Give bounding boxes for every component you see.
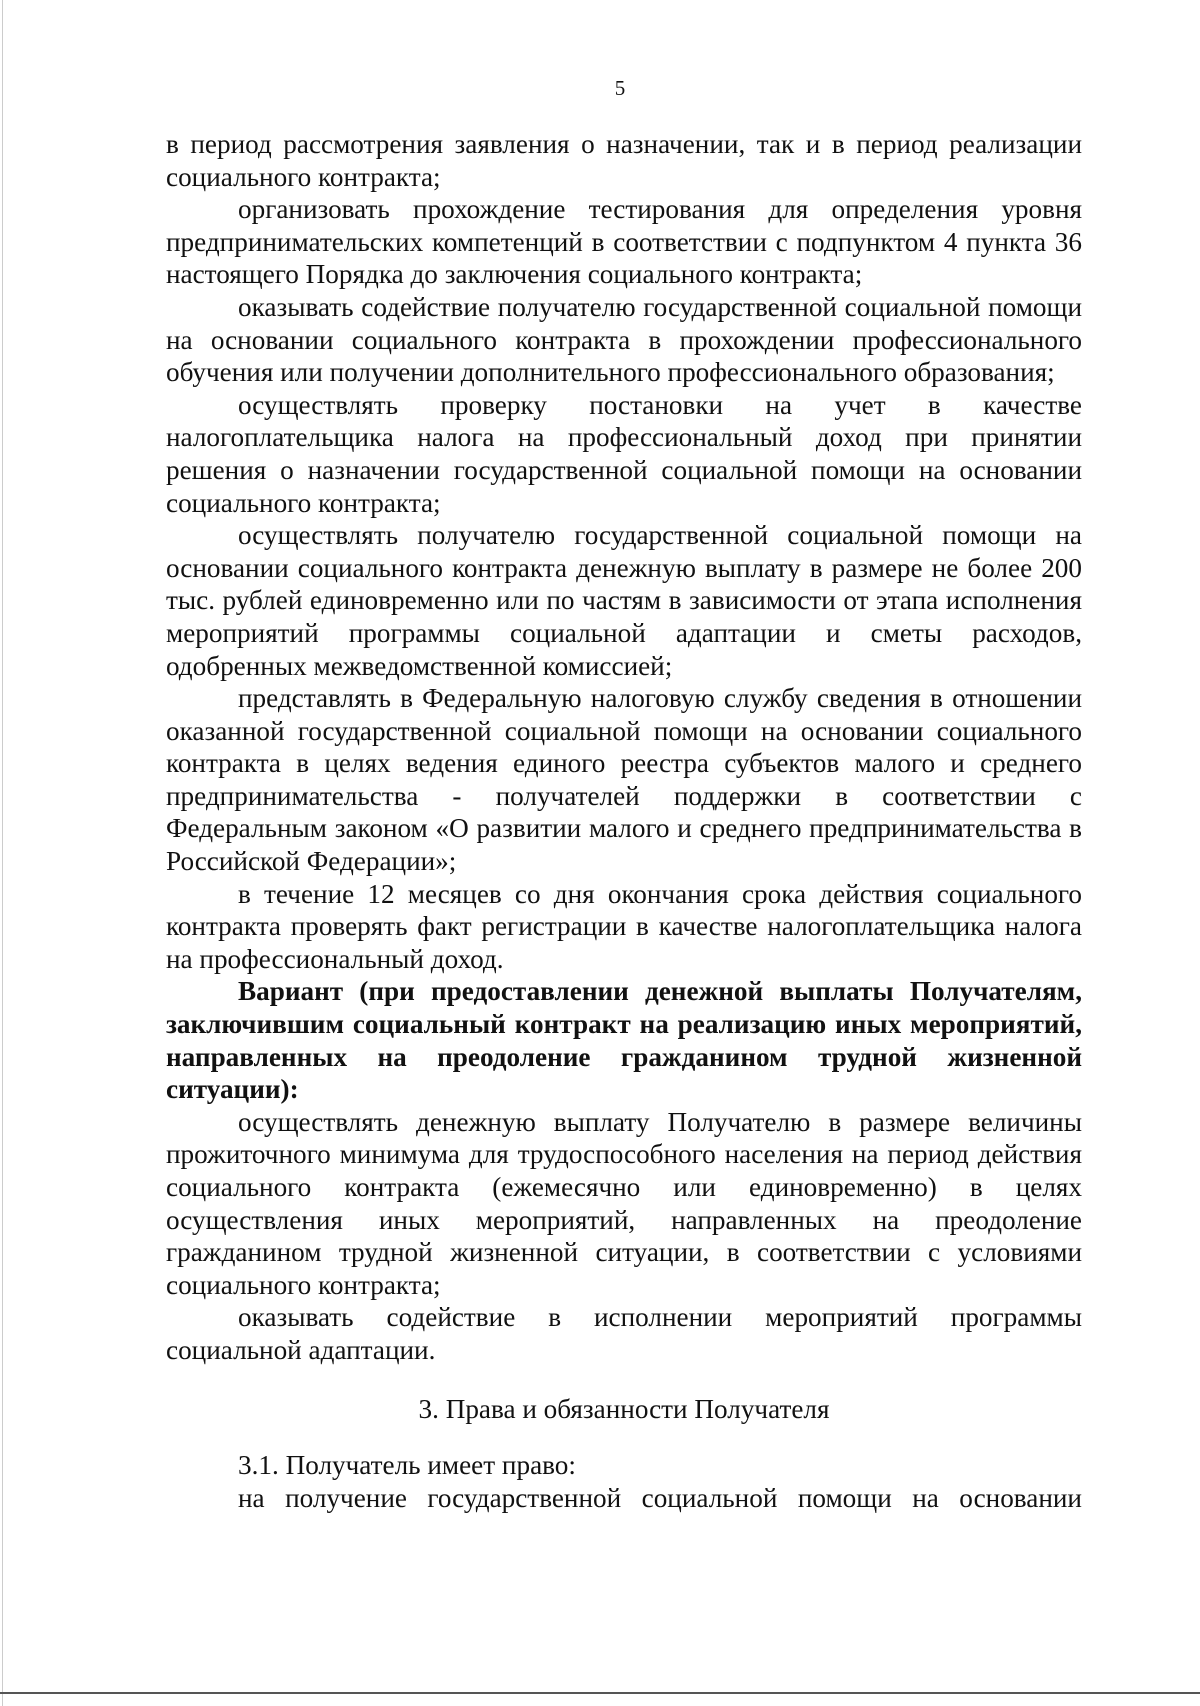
paragraph-continuation: в период рассмотрения заявления о назначении, так и в период реализации социального контракта; <box>166 129 1082 192</box>
paragraph-tax-check: осуществлять проверку постановки на учет в качестве налогоплательщика налога на профессиональный доход при принятии решения о назначении государственной социальной помощи на основании социального контракта; <box>166 389 1082 518</box>
document-body <box>166 128 1082 1514</box>
section-heading: 3. Права и обязанности Получателя <box>418 1393 830 1424</box>
paragraph-training: оказывать содействие получателю государственной социальной помощи на основании социального контракта в прохождении профессионального обучения или получении дополнительного профессионального образования; <box>166 291 1082 388</box>
subsection-title: 3.1. Получатель имеет право: <box>238 1450 576 1481</box>
paragraph-12-months: в течение 12 месяцев со дня окончания срока действия социального контракта проверять факт регистрации в качестве налогоплательщика налога на профессиональный доход. <box>166 878 1082 974</box>
paragraph-variant-payment: осуществлять денежную выплату Получателю в размере величины прожиточного минимума для трудоспособного населения на период действия социального контракта (ежемесячно или единовременно) в целях осуществления иных мероприятий, направленных на преодоление гражданином трудной жизненной ситуации, в соответствии с условиями социального контракта; <box>166 1106 1082 1300</box>
scan-edge-bottom <box>0 1692 1200 1694</box>
page-number: 5 <box>614 76 626 100</box>
variant-heading: Вариант (при предоставлении денежной выплаты Получателям, заключившим социальный контракт на реализацию иных мероприятий, направленных на преодоление гражданином трудной жизненной ситуации): <box>166 976 1082 1105</box>
paragraph-right-receive: на получение государственной социальной помощи на основании <box>238 1482 1082 1513</box>
paragraph-payment: осуществлять получателю государственной социальной помощи на основании социального контракта денежную выплату в размере не более 200 тыс. рублей единовременно или по частям в зависимости от этапа исполнения мероприятий программы социальной адаптации и сметы расходов, одобренных межведомственной комиссией; <box>166 520 1082 681</box>
paragraph-assistance: оказывать содействие в исполнении мероприятий программы социальной адаптации. <box>166 1302 1082 1365</box>
scan-edge-left <box>2 0 3 1706</box>
paragraph-fns-report: представлять в Федеральную налоговую службу сведения в отношении оказанной государственной социальной помощи на основании социального контракта в целях ведения единого реестра субъектов малого и среднего предпринимательства - получателей поддержки в соответствии с Федеральным законом «О развитии малого и среднего предпринимательства в Российской Федерации»; <box>166 683 1082 877</box>
paragraph-testing: организовать прохождение тестирования для определения уровня предпринимательских компетенций в соответствии с подпунктом 4 пункта 36 настоящего Порядка до заключения социального контракта; <box>166 194 1082 290</box>
